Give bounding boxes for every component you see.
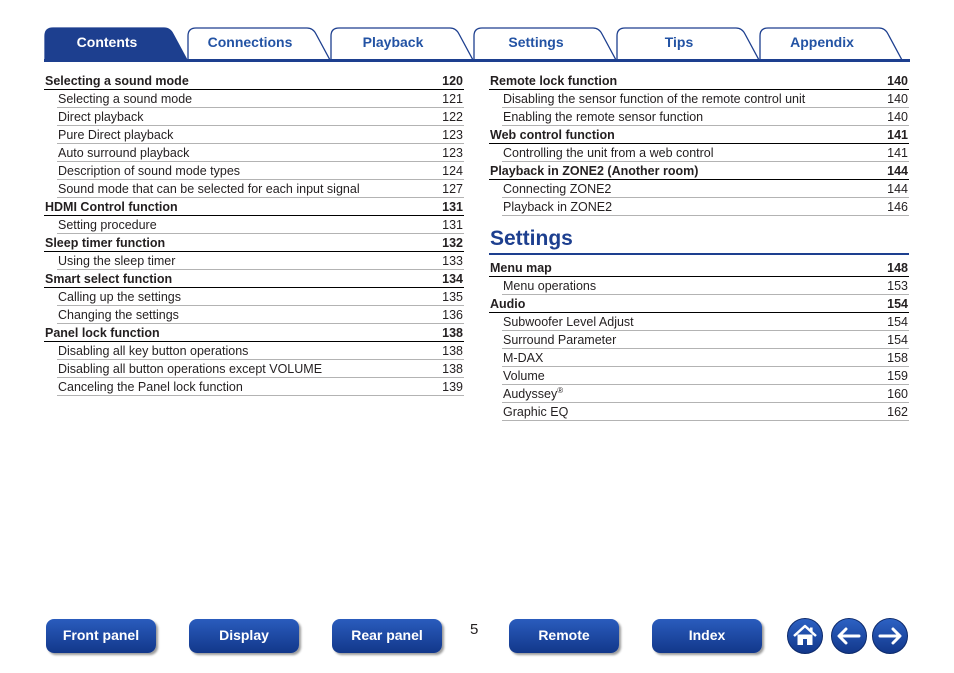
toc-entry-text: HDMI Control function xyxy=(45,200,178,214)
toc-entry-text: Direct playback xyxy=(58,110,144,124)
toc-page-number: 121 xyxy=(442,92,463,106)
toc-heading-row[interactable] xyxy=(44,198,464,216)
toc-entry-row[interactable] xyxy=(502,144,909,162)
toc-entry-text: Selecting a sound mode xyxy=(45,74,189,88)
toc-heading-row[interactable] xyxy=(489,259,909,277)
toc-entry-row[interactable] xyxy=(57,90,464,108)
toc-entry-text: Description of sound mode types xyxy=(58,164,241,178)
toc-entry-title xyxy=(58,380,243,394)
toc-entry-title xyxy=(58,362,322,376)
home-button[interactable] xyxy=(786,617,824,655)
toc-entry-text: Using the sleep timer xyxy=(58,254,176,268)
tab-settings[interactable] xyxy=(473,26,617,62)
registered-mark: ® xyxy=(557,385,564,395)
toc-entry-row[interactable] xyxy=(502,198,909,216)
forward-arrow-icon xyxy=(871,617,909,655)
settings-section-title xyxy=(489,225,909,255)
toc-entry-row[interactable] xyxy=(57,342,464,360)
toc-entry-title xyxy=(503,387,563,401)
toc-entry-row[interactable] xyxy=(57,180,464,198)
toc-page-number: 127 xyxy=(442,182,463,196)
toc-entry-text: Volume xyxy=(503,369,545,383)
toc-entry-text: Surround Parameter xyxy=(503,333,617,347)
toc-entry-title xyxy=(503,369,545,383)
toc-entry-title xyxy=(58,182,360,196)
toc-page-number: 141 xyxy=(887,128,908,142)
toc-heading-row[interactable] xyxy=(44,72,464,90)
toc-entry-title xyxy=(45,200,178,214)
toc-entry-title xyxy=(503,333,616,347)
toc-entry-row[interactable] xyxy=(57,162,464,180)
toc-page-number: 141 xyxy=(887,146,908,160)
toc-entry-title xyxy=(490,261,552,275)
toc-entry-row[interactable] xyxy=(57,306,464,324)
toc-entry-title xyxy=(503,405,568,419)
toc-entry-text: Playback in ZONE2 (Another room) xyxy=(490,164,699,178)
toc-entry-row[interactable] xyxy=(502,403,909,421)
toc-entry-text: Playback in ZONE2 xyxy=(503,200,613,214)
toc-entry-row[interactable] xyxy=(502,277,909,295)
tab-underline xyxy=(44,59,910,62)
toc-entry-title xyxy=(58,92,192,106)
toc-page-number: 133 xyxy=(442,254,463,268)
toc-heading-row[interactable] xyxy=(44,270,464,288)
home-icon xyxy=(786,617,824,655)
toc-entry-title xyxy=(58,344,248,358)
toc-heading-row[interactable] xyxy=(489,72,909,90)
toc-page-number: 140 xyxy=(887,74,908,88)
toc-page-number: 120 xyxy=(442,74,463,88)
toc-entry-row[interactable] xyxy=(502,180,909,198)
toc-entry-title xyxy=(58,164,240,178)
toc-entry-row[interactable] xyxy=(57,378,464,396)
toc-entry-title xyxy=(503,315,634,329)
toc-left-column xyxy=(44,72,464,396)
toc-page-number: 135 xyxy=(442,290,463,304)
tab-tips[interactable] xyxy=(616,26,760,62)
toc-page-number: 154 xyxy=(887,315,908,329)
toc-entry-title xyxy=(45,236,165,250)
toc-entry-text: Smart select function xyxy=(45,272,173,286)
tab-label: Tips xyxy=(664,34,694,50)
toc-entry-row[interactable] xyxy=(57,288,464,306)
display-button[interactable]: Display xyxy=(189,619,299,653)
tab-label: Contents xyxy=(76,34,138,50)
toc-entry-title xyxy=(58,110,143,124)
tab-label: Appendix xyxy=(790,34,854,50)
toc-entry-title xyxy=(58,254,175,268)
toc-entry-text: Menu map xyxy=(490,261,552,275)
toc-page-number: 131 xyxy=(442,200,463,214)
toc-page-number: 160 xyxy=(887,387,908,401)
toc-entry-row[interactable] xyxy=(502,385,909,403)
toc-entry-title xyxy=(503,182,611,196)
toc-entry-text: Selecting a sound mode xyxy=(58,92,193,106)
toc-entry-title xyxy=(58,146,189,160)
toc-page-number: 138 xyxy=(442,326,463,340)
toc-page-number: 139 xyxy=(442,380,463,394)
toc-heading-row[interactable] xyxy=(489,295,909,313)
toc-page-number: 144 xyxy=(887,164,908,178)
toc-entry-title xyxy=(58,290,181,304)
toc-entry-text: Disabling the sensor function of the remote control unit xyxy=(503,92,806,106)
toc-entry-row[interactable] xyxy=(57,360,464,378)
toc-entry-text: Menu operations xyxy=(503,279,597,293)
tab-label: Settings xyxy=(508,34,564,50)
toc-right-column xyxy=(489,72,909,421)
toc-page-number: 140 xyxy=(887,110,908,124)
toc-entry-title xyxy=(45,326,160,340)
toc-page-number: 123 xyxy=(442,146,463,160)
tab-connections[interactable] xyxy=(187,26,331,62)
toc-page-number: 138 xyxy=(442,362,463,376)
toc-entry-title xyxy=(503,92,805,106)
toc-heading-row[interactable] xyxy=(44,234,464,252)
toc-entry-row[interactable] xyxy=(502,367,909,385)
toc-entry-text: Sleep timer function xyxy=(45,236,166,250)
toc-entry-text: Setting procedure xyxy=(58,218,157,232)
toc-page-number: 131 xyxy=(442,218,463,232)
toc-entry-row[interactable] xyxy=(57,216,464,234)
toc-page-number: 153 xyxy=(887,279,908,293)
toc-entry-text: Auto surround playback xyxy=(58,146,190,160)
back-button[interactable] xyxy=(830,617,868,655)
toc-entry-title xyxy=(45,272,172,286)
toc-right-top xyxy=(489,72,909,216)
toc-page-number: 138 xyxy=(442,344,463,358)
toc-entry-text: Canceling the Panel lock function xyxy=(58,380,243,394)
toc-page-number: 144 xyxy=(887,182,908,196)
toc-heading-row[interactable] xyxy=(489,162,909,180)
toc-page-number: 148 xyxy=(887,261,908,275)
toc-page-number: 140 xyxy=(887,92,908,106)
toc-entry-title xyxy=(58,128,173,142)
toc-entry-text: Audio xyxy=(490,297,526,311)
back-arrow-icon xyxy=(830,617,868,655)
toc-entry-text: Controlling the unit from a web control xyxy=(503,146,714,160)
tab-contents[interactable] xyxy=(44,26,188,62)
toc-page-number: 124 xyxy=(442,164,463,178)
toc-entry-text: Changing the settings xyxy=(58,308,179,322)
toc-entry-title xyxy=(503,351,543,365)
remote-button[interactable]: Remote xyxy=(509,619,619,653)
toc-entry-text: Panel lock function xyxy=(45,326,160,340)
toc-entry-row[interactable] xyxy=(502,108,909,126)
toc-entry-text: Enabling the remote sensor function xyxy=(503,110,704,124)
toc-entry-row[interactable] xyxy=(502,331,909,349)
toc-entry-title xyxy=(58,218,157,232)
index-button[interactable]: Index xyxy=(652,619,762,653)
toc-entry-row[interactable] xyxy=(502,349,909,367)
toc-entry-text: Graphic EQ xyxy=(503,405,569,419)
toc-entry-text: Sound mode that can be selected for each input signal xyxy=(58,182,360,196)
toc-entry-text: Pure Direct playback xyxy=(58,128,174,142)
toc-page-number: 132 xyxy=(442,236,463,250)
toc-page-number: 136 xyxy=(442,308,463,322)
tab-label: Connections xyxy=(207,34,293,50)
toc-page-number: 162 xyxy=(887,405,908,419)
toc-entry-title xyxy=(490,297,525,311)
toc-entry-title xyxy=(490,74,617,88)
toc-heading-row[interactable] xyxy=(489,126,909,144)
toc-entry-text: Remote lock function xyxy=(490,74,618,88)
toc-entry-row[interactable] xyxy=(57,144,464,162)
toc-entry-text: M-DAX xyxy=(503,351,544,365)
toc-entry-title xyxy=(503,279,596,293)
toc-entry-title xyxy=(503,146,714,160)
toc-entry-title xyxy=(45,74,189,88)
tab-bar xyxy=(44,26,910,62)
tab-appendix[interactable] xyxy=(759,26,903,62)
toc-entry-text: Disabling all key button operations xyxy=(58,344,249,358)
toc-entry-title xyxy=(490,164,698,178)
toc-page-number: 159 xyxy=(887,369,908,383)
toc-entry-text: Calling up the settings xyxy=(58,290,181,304)
toc-entry-row[interactable] xyxy=(57,108,464,126)
toc-entry-row[interactable] xyxy=(502,90,909,108)
toc-entry-row[interactable] xyxy=(502,313,909,331)
tab-playback[interactable] xyxy=(330,26,474,62)
forward-button[interactable] xyxy=(871,617,909,655)
toc-page-number: 134 xyxy=(442,272,463,286)
toc-page-number: 146 xyxy=(887,200,908,214)
toc-entry-text: Disabling all button operations except VOLUME xyxy=(58,362,323,376)
toc-entry-title xyxy=(58,308,179,322)
toc-entry-title xyxy=(503,200,612,214)
toc-page-number: 154 xyxy=(887,297,908,311)
toc-entry-text: Web control function xyxy=(490,128,615,142)
toc-entry-title xyxy=(490,128,615,142)
toc-page-number: 122 xyxy=(442,110,463,124)
toc-page-number: 154 xyxy=(887,333,908,347)
toc-entry-text: Connecting ZONE2 xyxy=(503,182,612,196)
page-number: 5 xyxy=(470,621,479,638)
front-panel-button[interactable]: Front panel xyxy=(46,619,156,653)
toc-page-number: 123 xyxy=(442,128,463,142)
toc-entry-title xyxy=(503,110,703,124)
toc-page-number: 158 xyxy=(887,351,908,365)
toc-entry-row[interactable] xyxy=(57,126,464,144)
rear-panel-button[interactable]: Rear panel xyxy=(332,619,442,653)
toc-entry-text: Subwoofer Level Adjust xyxy=(503,315,634,329)
toc-heading-row[interactable] xyxy=(44,324,464,342)
tab-label: Playback xyxy=(362,34,424,50)
toc-entry-text: Audyssey xyxy=(503,387,558,401)
toc-right-bottom xyxy=(489,259,909,421)
toc-entry-row[interactable] xyxy=(57,252,464,270)
settings-title-text: Settings xyxy=(490,227,573,250)
